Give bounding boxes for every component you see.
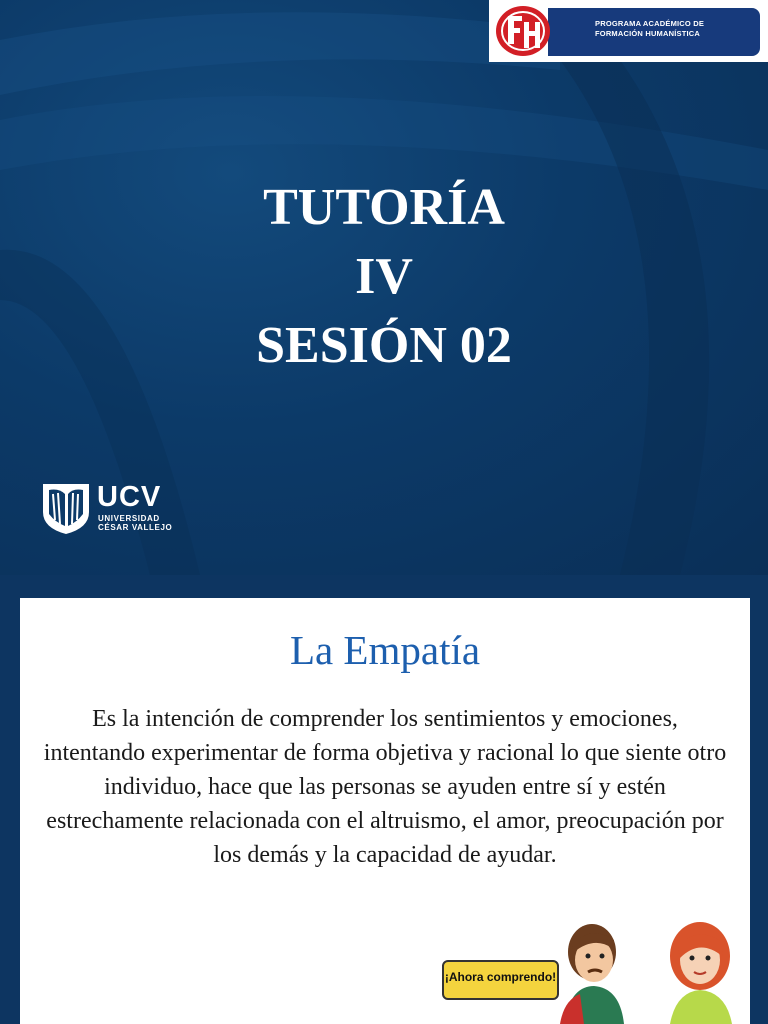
cover-title-line1: TUTORÍA xyxy=(263,179,505,236)
speech-bubble-text: ¡Ahora comprendo! xyxy=(444,970,557,984)
ucv-shield-icon xyxy=(43,484,89,534)
university-full-name-line1: UNIVERSIDAD xyxy=(98,514,160,523)
program-name-line2: FORMACIÓN HUMANÍSTICA xyxy=(595,29,701,38)
university-full-name-line2: CÉSAR VALLEJO xyxy=(98,523,173,532)
cover-title-line2: IV xyxy=(355,248,413,305)
cover-title-line3: SESIÓN 02 xyxy=(256,317,512,374)
speech-bubble xyxy=(442,960,559,1000)
fh-logo-icon xyxy=(494,4,554,58)
program-name-line1: PROGRAMA ACADÉMICO DE xyxy=(595,19,705,28)
university-full-name xyxy=(98,514,172,532)
university-short-name: UCV xyxy=(97,481,162,513)
slide-title: La Empatía xyxy=(289,627,481,673)
slide-body-text: Es la intención de comprender los sentimientos y emociones, intentando experimentar de forma objetiva y racional lo que siente otro individuo, hace que las personas se ayuden entre sí y estén estrechamente relacionada con el altruismo, el amor, preocupación por los demás y la capacidad de ayudar. xyxy=(43,706,727,868)
cartoon-characters-illustration xyxy=(550,916,750,1024)
empathy-slide xyxy=(20,598,750,1024)
program-name xyxy=(595,19,704,39)
